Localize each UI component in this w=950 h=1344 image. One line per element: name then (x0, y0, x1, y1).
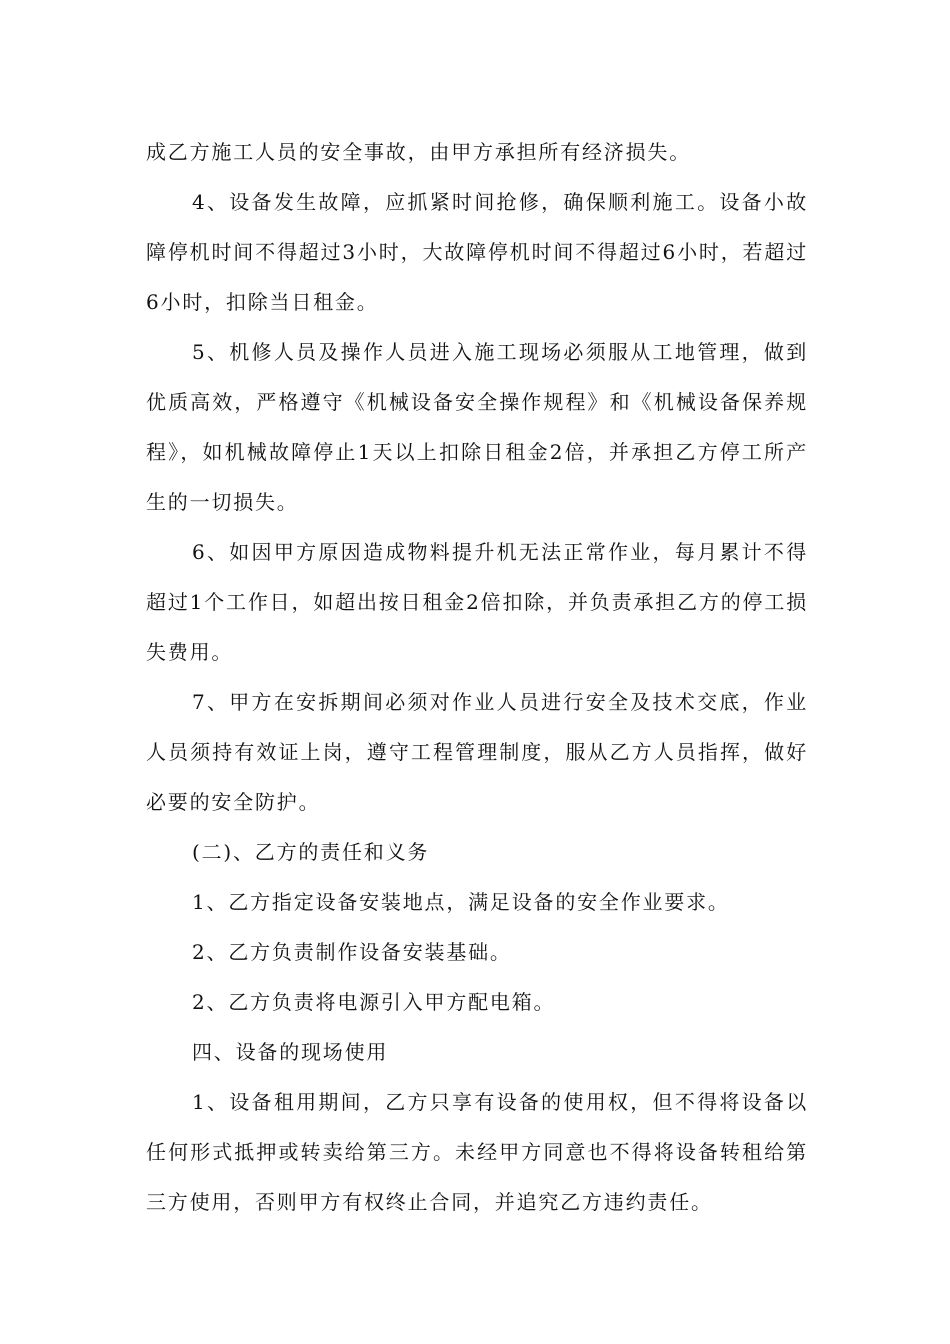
paragraph-clause-5: 5、机修人员及操作人员进入施工现场必须服从工地管理，做到优质高效，严格遵守《机械设备安全操作规程》和《机械设备保养规程》，如机械故障停止1天以上扣除日租金2倍，并承担乙方停工所产生的一切损失。 (146, 340, 808, 514)
paragraph-clause-7: 7、甲方在安拆期间必须对作业人员进行安全及技术交底，作业人员须持有效证上岗，遵守工程管理制度，服从乙方人员指挥，做好必要的安全防护。 (146, 690, 808, 814)
paragraph-party-b-1: 1、乙方指定设备安装地点，满足设备的安全作业要求。 (192, 890, 730, 914)
paragraph-clause-6: 6、如因甲方原因造成物料提升机无法正常作业，每月累计不得超过1个工作日，如超出按日租金2倍扣除，并负责承担乙方的停工损失费用。 (146, 540, 808, 664)
paragraph-clause-4: 4、设备发生故障，应抓紧时间抢修，确保顺利施工。设备小故障停机时间不得超过3小时，大故障停机时间不得超过6小时，若超过6小时，扣除当日租金。 (146, 190, 808, 314)
document-body (146, 127, 808, 1227)
paragraph-party-b-3: 2、乙方负责将电源引入甲方配电箱。 (192, 990, 556, 1014)
paragraph-continued: 成乙方施工人员的安全事故，由甲方承担所有经济损失。 (146, 140, 691, 164)
section-heading-equipment-use: 四、设备的现场使用 (192, 1040, 389, 1064)
paragraph-party-b-2: 2、乙方负责制作设备安装基础。 (192, 940, 512, 964)
section-heading-party-b: (二)、乙方的责任和义务 (192, 840, 430, 864)
paragraph-equipment-use-1: 1、设备租用期间，乙方只享有设备的使用权，但不得将设备以任何形式抵押或转卖给第三方。未经甲方同意也不得将设备转租给第三方使用，否则甲方有权终止合同，并追究乙方违约责任。 (146, 1090, 808, 1214)
